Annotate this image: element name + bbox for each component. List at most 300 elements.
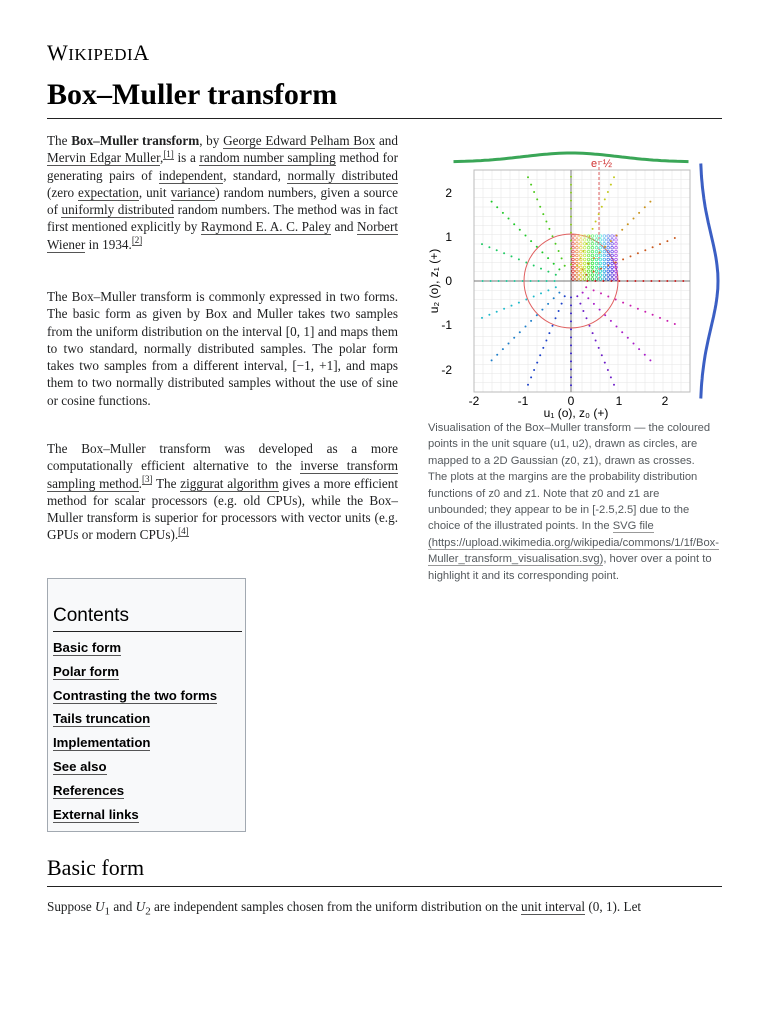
gaussian-point	[552, 325, 554, 327]
x-tick-label: -2	[468, 394, 480, 408]
gaussian-point	[570, 200, 572, 202]
unit-square-point	[611, 235, 614, 238]
link-uniformly-distributed[interactable]: uniformly distributed	[61, 202, 175, 218]
gaussian-point	[491, 359, 493, 361]
unit-square-point	[615, 239, 618, 242]
unit-square-point	[587, 270, 590, 273]
gaussian-point	[506, 280, 508, 282]
gaussian-point	[570, 296, 572, 298]
toc-item-contrasting[interactable]	[53, 686, 240, 710]
gaussian-point	[508, 343, 510, 345]
text: method for generating pairs of	[47, 150, 399, 183]
gaussian-point	[579, 257, 581, 259]
unit-square-point	[583, 258, 586, 261]
gaussian-point	[586, 317, 588, 319]
link-unit-interval[interactable]: unit interval	[520, 899, 586, 914]
gaussian-point	[519, 331, 521, 333]
gaussian-point	[587, 297, 589, 299]
unit-square-point	[611, 250, 614, 253]
gaussian-point	[615, 262, 617, 264]
gaussian-point	[582, 292, 584, 294]
gaussian-point	[601, 354, 603, 356]
gaussian-point	[533, 369, 535, 371]
gaussian-point	[540, 268, 542, 270]
gaussian-point	[570, 368, 572, 370]
gaussian-point	[570, 264, 572, 266]
gaussian-point	[525, 326, 527, 328]
unit-square-point	[615, 246, 618, 249]
unit-square-point	[611, 254, 614, 257]
unit-square-point	[615, 254, 618, 257]
unit-square-point	[576, 246, 579, 249]
unit-square-point	[611, 278, 614, 281]
top-marginal-pdf	[454, 153, 689, 162]
gaussian-point	[615, 299, 617, 301]
gaussian-point	[561, 303, 563, 305]
gaussian-point	[604, 314, 606, 316]
unit-square-point	[591, 254, 594, 257]
unit-square-point	[591, 278, 594, 281]
y-tick-label: 1	[445, 230, 452, 244]
unit-square-point	[595, 250, 598, 253]
text: and	[330, 219, 357, 235]
box-muller-visualisation[interactable]	[424, 150, 724, 420]
unit-square-point	[583, 266, 586, 269]
ref-2[interactable]: [2]	[131, 235, 143, 246]
gaussian-point	[530, 320, 532, 322]
gaussian-point	[511, 255, 513, 257]
gaussian-point	[491, 201, 493, 203]
gaussian-point	[570, 192, 572, 194]
gaussian-point	[582, 268, 584, 270]
x-axis-label: u₁ (o), z₀ (+)	[543, 406, 609, 420]
gaussian-point	[621, 229, 623, 231]
link-paley[interactable]: Raymond E. A. C. Paley	[200, 219, 331, 235]
unit-square-point	[591, 266, 594, 269]
gaussian-point	[547, 271, 549, 273]
link-inverse-transform-sampling[interactable]: inverse transform sampling method	[47, 458, 399, 491]
unit-square-point	[603, 258, 606, 261]
unit-square-point	[595, 254, 598, 257]
toc-label: Polar form	[53, 663, 119, 679]
gaussian-point	[652, 314, 654, 316]
gaussian-point	[602, 280, 604, 282]
wikipedia-wordmark[interactable]	[47, 40, 150, 66]
link-george-box[interactable]: George Edward Pelham Box	[223, 133, 376, 148]
figure-caption	[428, 420, 720, 584]
gaussian-point	[607, 191, 609, 193]
text: random numbers. The method was in fact first mentioned explicitly by	[47, 202, 398, 235]
gaussian-point	[570, 256, 572, 258]
gaussian-point	[604, 362, 606, 364]
unit-square-point	[603, 270, 606, 273]
gaussian-point	[518, 302, 520, 304]
gaussian-point	[634, 280, 636, 282]
gaussian-point	[481, 243, 483, 245]
toc-item-see-also[interactable]	[53, 757, 240, 781]
gaussian-point	[674, 323, 676, 325]
gaussian-point	[613, 384, 615, 386]
unit-square-point	[576, 278, 579, 281]
wordmark-first: W	[47, 40, 69, 65]
ref-1[interactable]: [1]	[163, 148, 174, 159]
toc-label: External links	[53, 806, 139, 822]
gaussian-point	[630, 255, 632, 257]
link-mervin-muller[interactable]: Mervin Edgar Muller	[47, 150, 161, 166]
var-u: U	[135, 899, 146, 914]
gaussian-point	[658, 280, 660, 282]
gaussian-point	[496, 206, 498, 208]
gaussian-point	[530, 184, 532, 186]
gaussian-point	[570, 344, 572, 346]
gaussian-point	[570, 312, 572, 314]
link-normally-distributed[interactable]: normally distributed	[287, 167, 398, 183]
gaussian-point	[638, 212, 640, 214]
basic-form-paragraph	[47, 898, 722, 921]
unit-square-point	[603, 278, 606, 281]
ref-3[interactable]: [3]	[141, 474, 153, 485]
gaussian-point	[627, 223, 629, 225]
gaussian-point	[594, 280, 596, 282]
gaussian-point	[626, 280, 628, 282]
gaussian-point	[536, 246, 538, 248]
unit-square-point	[603, 274, 606, 277]
gaussian-point	[652, 246, 654, 248]
text: and	[375, 133, 398, 148]
gaussian-point	[490, 280, 492, 282]
text: , standard,	[223, 167, 288, 183]
link-random-number-sampling[interactable]: random number sampling	[199, 150, 336, 166]
gaussian-point	[601, 206, 603, 208]
unit-square-point	[599, 254, 602, 257]
gaussian-point	[555, 243, 557, 245]
gaussian-point	[513, 337, 515, 339]
gaussian-point	[630, 305, 632, 307]
unit-square-point	[591, 246, 594, 249]
gaussian-point	[502, 348, 504, 350]
unit-square-point	[599, 274, 602, 277]
x-tick-label: 1	[615, 394, 623, 408]
gaussian-point	[576, 295, 578, 297]
unit-square-point	[591, 235, 594, 238]
gaussian-point	[542, 213, 544, 215]
gaussian-point	[542, 347, 544, 349]
gaussian-point	[682, 280, 684, 282]
gaussian-point	[589, 235, 591, 237]
gaussian-point	[604, 198, 606, 200]
gaussian-point	[533, 296, 535, 298]
var-u: U	[95, 899, 105, 914]
gaussian-point	[627, 337, 629, 339]
unit-square-point	[595, 270, 598, 273]
gaussian-point	[610, 376, 612, 378]
unit-square-point	[587, 278, 590, 281]
gaussian-point	[582, 310, 584, 312]
unit-square-point	[603, 266, 606, 269]
unit-square-point	[595, 258, 598, 261]
gaussian-point	[496, 354, 498, 356]
gaussian-point	[607, 265, 609, 267]
gaussian-point	[527, 176, 529, 178]
gaussian-point	[533, 265, 535, 267]
gaussian-point	[570, 320, 572, 322]
gaussian-point	[570, 176, 572, 178]
link-wiener[interactable]: Norbert Wiener	[47, 219, 399, 252]
gaussian-point	[600, 292, 602, 294]
gaussian-point	[607, 369, 609, 371]
gaussian-point	[570, 216, 572, 218]
text: , by	[199, 133, 224, 148]
unit-square-point	[595, 239, 598, 242]
gaussian-point	[587, 263, 589, 265]
x-tick-label: 2	[661, 394, 669, 408]
svg-file-link[interactable]: SVG file (https://upload.wikimedia.org/wikipedia/commons/1/1f/Box-Muller_transform_visualisation.svg)	[428, 520, 720, 566]
gaussian-point	[548, 332, 550, 334]
gaussian-point	[525, 262, 527, 264]
wordmark-last: A	[133, 40, 150, 65]
x-tick-label: -1	[517, 394, 529, 408]
unit-square-point	[595, 235, 598, 238]
var-sub: 1	[104, 905, 111, 918]
gaussian-point	[570, 304, 572, 306]
gaussian-point	[525, 299, 527, 301]
gaussian-point	[558, 310, 560, 312]
intro-paragraph-3	[47, 440, 398, 544]
gaussian-point	[553, 263, 555, 265]
text: ) random numbers, given a source of	[47, 184, 398, 218]
toc-title: Contents	[53, 605, 242, 632]
gaussian-point	[511, 305, 513, 307]
intro-paragraph-2: The Box–Muller transform is commonly expressed in two forms. The basic form as given by Box and Muller takes two samples from the uniform distribution on the interval [0, 1] and maps them to two standard, normally distributed samples. The polar form takes two samples from a different interval, [−1, +1], and maps them to two normally distributed samples without the use of sine or cosine functions.	[47, 289, 398, 408]
gaussian-point	[570, 360, 572, 362]
gaussian-point	[666, 320, 668, 322]
gaussian-point	[598, 347, 600, 349]
gaussian-point	[525, 235, 527, 237]
unit-square-point	[615, 258, 618, 261]
unit-square-point	[587, 274, 590, 277]
text: , unit	[138, 184, 171, 200]
text: , hover over a point to highlight it and its corresponding point.	[428, 553, 712, 582]
var-sub: 2	[145, 905, 151, 918]
gaussian-point	[536, 362, 538, 364]
gaussian-point	[618, 280, 620, 282]
gaussian-point	[649, 201, 651, 203]
gaussian-point	[488, 314, 490, 316]
toc-item-implementation[interactable]	[53, 733, 240, 757]
text: is a	[173, 150, 200, 166]
text: are independent samples chosen from the uniform distribution on the	[150, 899, 521, 914]
gaussian-point	[604, 246, 606, 248]
y-tick-label: -1	[441, 318, 452, 332]
gaussian-point	[554, 280, 556, 282]
gaussian-point	[579, 303, 581, 305]
gaussian-point	[659, 317, 661, 319]
gaussian-point	[548, 228, 550, 230]
unit-square-point	[591, 250, 594, 253]
x-tick-label: 0	[567, 394, 575, 408]
right-marginal-pdf	[701, 164, 718, 399]
section-heading-basic-form: Basic form	[47, 855, 722, 887]
toc-item-references[interactable]	[53, 781, 240, 805]
gaussian-point	[610, 240, 612, 242]
unit-square-point	[615, 278, 618, 281]
toc-item-external-links[interactable]	[53, 805, 240, 829]
text: Suppose	[47, 899, 95, 914]
gaussian-point	[644, 249, 646, 251]
ref-4[interactable]: [4]	[178, 526, 189, 537]
gaussian-point	[585, 286, 587, 288]
toc-label: References	[53, 782, 125, 798]
gaussian-point	[570, 248, 572, 250]
gaussian-point	[533, 191, 535, 193]
gaussian-point	[576, 265, 578, 267]
gaussian-point	[558, 292, 560, 294]
gaussian-point	[638, 348, 640, 350]
unit-square-point	[611, 246, 614, 249]
gaussian-point	[547, 257, 549, 259]
e-half-label: e⁻½	[591, 158, 613, 170]
gaussian-point	[570, 208, 572, 210]
gaussian-point	[589, 325, 591, 327]
toc-label: See also	[53, 758, 107, 774]
y-tick-label: 0	[445, 274, 452, 288]
unit-square-point	[595, 278, 598, 281]
unit-square-point	[611, 274, 614, 277]
text: gives a more efficient method for scalar processors (e.g. old CPUs), while the Box–Muller transform is superior for processors with vector units (e.g. GPUs or modern CPUs).	[47, 475, 398, 543]
gaussian-point	[598, 213, 600, 215]
gaussian-point	[558, 268, 560, 270]
gaussian-point	[616, 326, 618, 328]
gaussian-point	[622, 302, 624, 304]
gaussian-point	[633, 343, 635, 345]
gaussian-point	[541, 251, 543, 253]
gaussian-point	[610, 280, 612, 282]
gaussian-point	[585, 274, 587, 276]
gaussian-point	[547, 289, 549, 291]
y-tick-label: -2	[441, 363, 452, 377]
toc-item-polar-form[interactable]	[53, 662, 240, 686]
gaussian-point	[644, 354, 646, 356]
unit-square-point	[576, 250, 579, 253]
gaussian-point	[536, 314, 538, 316]
gaussian-point	[674, 237, 676, 239]
gaussian-point	[481, 317, 483, 319]
unit-square-point	[587, 250, 590, 253]
link-independent[interactable]: independent	[158, 167, 224, 183]
gaussian-point	[586, 280, 588, 282]
unit-square-point	[583, 239, 586, 242]
gaussian-point	[555, 274, 557, 276]
gaussian-point	[570, 184, 572, 186]
gaussian-point	[666, 240, 668, 242]
gaussian-point	[508, 218, 510, 220]
unit-square-point	[603, 254, 606, 257]
toc-item-tails-truncation[interactable]	[53, 709, 240, 733]
unit-square-point	[583, 246, 586, 249]
gaussian-point	[552, 235, 554, 237]
wordmark-rest: IKIPEDI	[68, 45, 134, 64]
gaussian-point	[610, 184, 612, 186]
text: Visualisation of the Box–Muller transform — the coloured points in the unit square (u1, u2), drawn as circles, are mapped to a 2D Gaussian (z0, z1), drawn as crosses. The plots at the margins are the probability distribution functions of z0 and z1. Note that z0 and z1 are unbounded; they appear to be in [-2.5,2.5] due to the choice of the illustrated points. In the	[428, 422, 711, 533]
unit-square-point	[576, 254, 579, 257]
toc-label: Contrasting the two forms	[53, 687, 218, 703]
gaussian-point	[553, 297, 555, 299]
link-ziggurat-algorithm[interactable]: ziggurat algorithm	[180, 475, 279, 491]
gaussian-point	[570, 232, 572, 234]
gaussian-point	[592, 332, 594, 334]
gaussian-point	[530, 376, 532, 378]
unit-square-point	[576, 270, 579, 273]
unit-square-point	[583, 270, 586, 273]
gaussian-point	[616, 235, 618, 237]
gaussian-point	[633, 218, 635, 220]
gaussian-point	[536, 198, 538, 200]
gaussian-point	[570, 336, 572, 338]
gaussian-point	[595, 340, 597, 342]
unit-square-point	[595, 246, 598, 249]
gaussian-point	[539, 206, 541, 208]
unit-square-point	[599, 270, 602, 273]
y-tick-label: 2	[445, 186, 452, 200]
unit-square-point	[587, 266, 590, 269]
unit-square-point	[583, 254, 586, 257]
gaussian-point	[503, 252, 505, 254]
intro-paragraph-1	[47, 132, 398, 253]
unit-square-point	[591, 274, 594, 277]
unit-square-point	[603, 239, 606, 242]
gaussian-point	[644, 311, 646, 313]
gaussian-point	[622, 258, 624, 260]
gaussian-point	[513, 223, 515, 225]
gaussian-point	[564, 295, 566, 297]
gaussian-point	[564, 265, 566, 267]
gaussian-point	[527, 384, 529, 386]
gaussian-point	[555, 317, 557, 319]
gaussian-point	[570, 224, 572, 226]
unit-square-point	[587, 258, 590, 261]
unit-square-point	[587, 254, 590, 257]
gaussian-point	[541, 309, 543, 311]
gaussian-point	[522, 280, 524, 282]
gaussian-point	[496, 249, 498, 251]
gaussian-point	[503, 308, 505, 310]
gaussian-point	[592, 228, 594, 230]
toc-list	[53, 638, 240, 828]
gaussian-point	[519, 229, 521, 231]
unit-square-point	[611, 266, 614, 269]
unit-square-point	[576, 239, 579, 242]
gaussian-point	[650, 280, 652, 282]
table-of-contents	[47, 578, 246, 832]
gaussian-point	[607, 296, 609, 298]
link-expectation[interactable]: expectation	[78, 184, 139, 200]
link-variance[interactable]: variance	[170, 184, 216, 200]
gaussian-point	[555, 286, 557, 288]
gaussian-point	[586, 243, 588, 245]
text: .	[138, 475, 142, 491]
gaussian-point	[600, 268, 602, 270]
text: The	[152, 475, 181, 491]
text: (0, 1). Let	[585, 899, 642, 914]
unit-square-point	[587, 246, 590, 249]
toc-label: Tails truncation	[53, 711, 151, 727]
gaussian-point	[599, 309, 601, 311]
gaussian-point	[644, 206, 646, 208]
gaussian-point	[637, 252, 639, 254]
gaussian-point	[547, 303, 549, 305]
toc-item-basic-form[interactable]	[53, 638, 240, 662]
toc-label: Basic form	[53, 640, 122, 655]
